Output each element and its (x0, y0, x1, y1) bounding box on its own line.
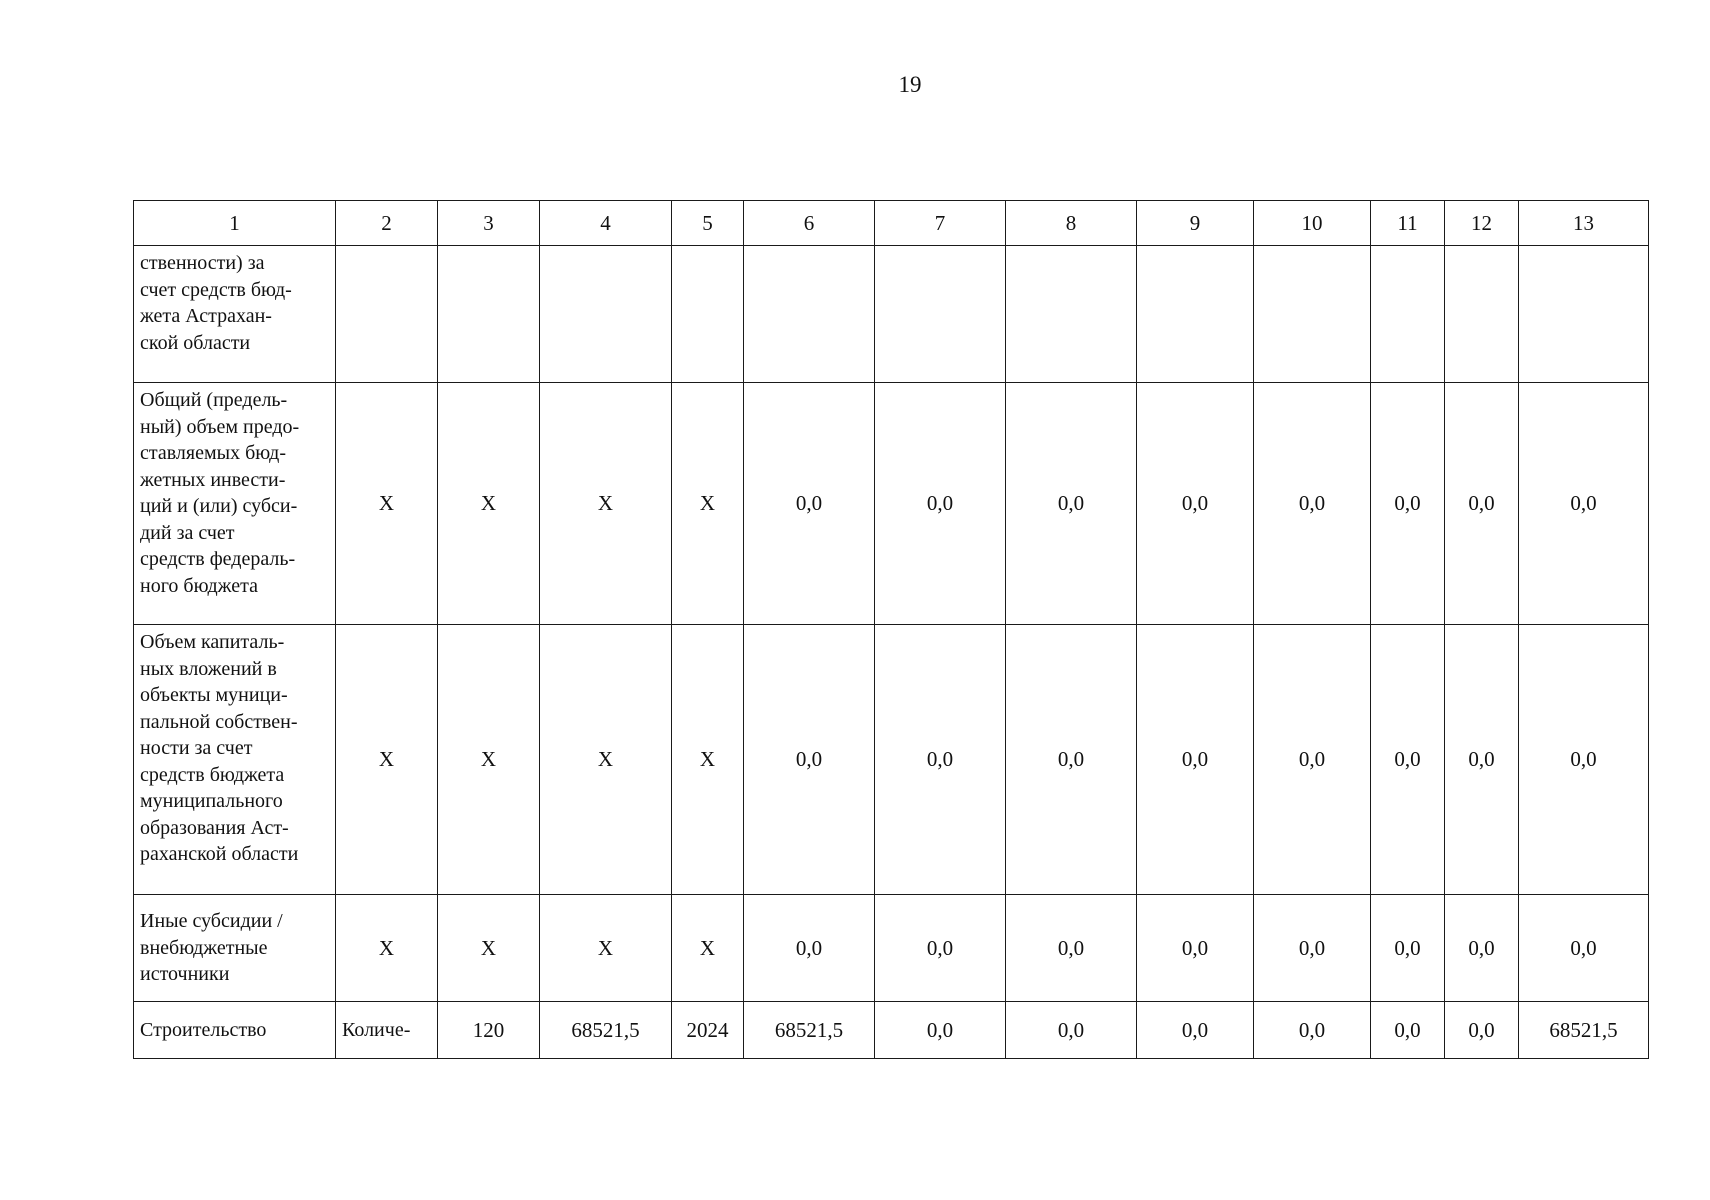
table-cell (438, 246, 540, 383)
row-label: Объем капиталь- ных вложений в объекты муници- пальной собствен- ности за счет средств бюджета муниципального образования Аст- раханской области (134, 625, 336, 895)
table-cell: X (438, 383, 540, 625)
table-cell: X (540, 383, 672, 625)
table-cell (540, 246, 672, 383)
table-cell (1254, 246, 1371, 383)
table-cell: 120 (438, 1002, 540, 1059)
table-cell: 0,0 (1371, 895, 1445, 1002)
table-cell: 0,0 (1371, 383, 1445, 625)
header-cell: 4 (540, 201, 672, 246)
table-header-row (134, 201, 1649, 246)
table-cell: 0,0 (1519, 383, 1649, 625)
table-row (134, 383, 1649, 625)
table-cell: 0,0 (744, 383, 875, 625)
header-cell: 7 (875, 201, 1006, 246)
table-cell: 0,0 (875, 1002, 1006, 1059)
table-row (134, 625, 1649, 895)
table-cell: 0,0 (1137, 895, 1254, 1002)
table-row (134, 1002, 1649, 1059)
table-cell: X (672, 895, 744, 1002)
table-cell: 0,0 (875, 625, 1006, 895)
table-cell: 0,0 (1445, 895, 1519, 1002)
table-cell: 0,0 (744, 625, 875, 895)
table-cell (744, 246, 875, 383)
table-cell: X (672, 625, 744, 895)
table-cell: 0,0 (1445, 1002, 1519, 1059)
table-cell: X (672, 383, 744, 625)
table-cell: 0,0 (1519, 895, 1649, 1002)
header-cell: 3 (438, 201, 540, 246)
table-cell: 68521,5 (540, 1002, 672, 1059)
header-cell: 2 (336, 201, 438, 246)
table-cell: X (438, 895, 540, 1002)
table-row (134, 895, 1649, 1002)
table-cell: X (336, 625, 438, 895)
table-cell: 0,0 (1254, 383, 1371, 625)
table-cell: 0,0 (744, 895, 875, 1002)
table-cell: X (540, 895, 672, 1002)
table-cell (672, 246, 744, 383)
header-cell: 10 (1254, 201, 1371, 246)
table-cell (1519, 246, 1649, 383)
table-cell (1445, 246, 1519, 383)
table-cell: 0,0 (1371, 625, 1445, 895)
table-cell (1371, 246, 1445, 383)
table-cell: 0,0 (1137, 625, 1254, 895)
row-label: Строительство (134, 1002, 336, 1059)
table-cell: 0,0 (1254, 895, 1371, 1002)
table-cell: 0,0 (1254, 625, 1371, 895)
header-cell: 12 (1445, 201, 1519, 246)
table-cell: 0,0 (1445, 625, 1519, 895)
header-cell: 9 (1137, 201, 1254, 246)
table-cell: 0,0 (1371, 1002, 1445, 1059)
row-label: Общий (предель- ный) объем предо- ставляемых бюд- жетных инвести- ций и (или) субси- дий за счет средств федераль- ного бюджета (134, 383, 336, 625)
table-cell: X (540, 625, 672, 895)
table-cell: 68521,5 (1519, 1002, 1649, 1059)
table-cell: 0,0 (1006, 383, 1137, 625)
table-cell (1137, 246, 1254, 383)
table-cell: 0,0 (1137, 383, 1254, 625)
table-cell: 0,0 (875, 383, 1006, 625)
header-cell: 6 (744, 201, 875, 246)
row-label: Иные субсидии / внебюджетные источники (134, 895, 336, 1002)
header-cell: 8 (1006, 201, 1137, 246)
table-cell (1006, 246, 1137, 383)
row-label: ственности) за счет средств бюд- жета Астрахан- ской области (134, 246, 336, 383)
header-cell: 13 (1519, 201, 1649, 246)
table-cell: X (336, 895, 438, 1002)
table-cell: Количе- (336, 1002, 438, 1059)
table-cell: 68521,5 (744, 1002, 875, 1059)
header-cell: 11 (1371, 201, 1445, 246)
header-cell: 1 (134, 201, 336, 246)
table-cell: X (336, 383, 438, 625)
header-cell: 5 (672, 201, 744, 246)
table-cell: 0,0 (1137, 1002, 1254, 1059)
table-cell: 0,0 (1254, 1002, 1371, 1059)
table-cell: X (438, 625, 540, 895)
table-cell (875, 246, 1006, 383)
page-number: 19 (898, 72, 922, 97)
table-cell (336, 246, 438, 383)
table-cell: 2024 (672, 1002, 744, 1059)
table-cell: 0,0 (1006, 1002, 1137, 1059)
table-cell: 0,0 (1445, 383, 1519, 625)
table-row (134, 246, 1649, 383)
table-cell: 0,0 (1006, 625, 1137, 895)
table-cell: 0,0 (1519, 625, 1649, 895)
budget-table (133, 200, 1649, 1059)
table-cell: 0,0 (875, 895, 1006, 1002)
table-cell: 0,0 (1006, 895, 1137, 1002)
